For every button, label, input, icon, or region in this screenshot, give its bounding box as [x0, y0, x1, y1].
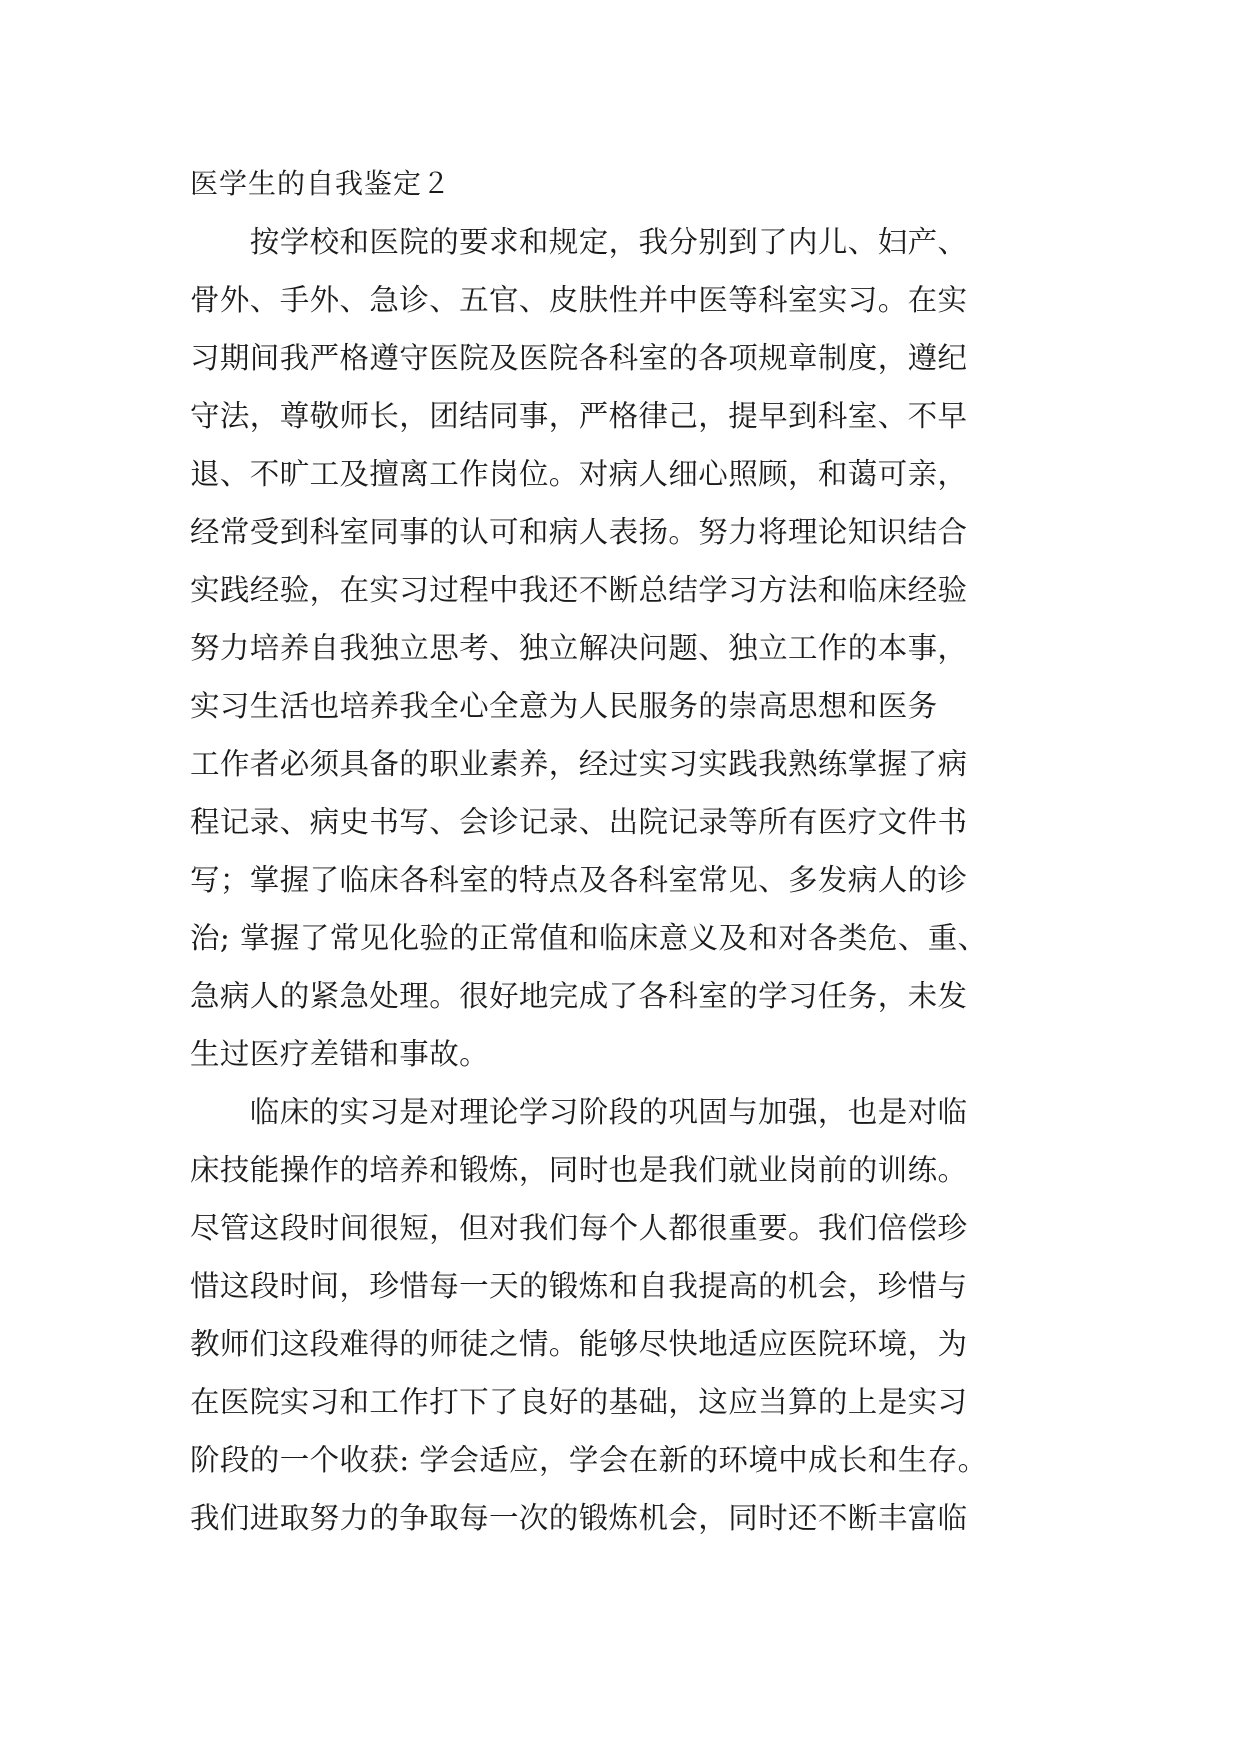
text-line: 工作者必须具备的职业素养，经过实习实践我熟练掌握了病 [190, 747, 968, 781]
text-line: 治; 掌握了常见化验的正常值和临床意义及和对各类危、重、 [190, 921, 988, 955]
text-line: 急病人的紧急处理。很好地完成了各科室的学习任务，未发 [190, 979, 968, 1013]
text-line: 教师们这段难得的师徒之情。能够尽快地适应医院环境，为 [190, 1327, 968, 1361]
text-line: 按学校和医院的要求和规定，我分别到了内儿、妇产、 [190, 225, 968, 259]
text-line: 临床的实习是对理论学习阶段的巩固与加强，也是对临 [190, 1095, 968, 1129]
text-line: 实习生活也培养我全心全意为人民服务的崇高思想和医务 [190, 689, 938, 723]
text-line: 努力培养自我独立思考、独立解决问题、独立工作的本事， [190, 631, 968, 665]
text-line: 写；掌握了临床各科室的特点及各科室常见、多发病人的诊 [190, 863, 968, 897]
text-line: 退、不旷工及擅离工作岗位。对病人细心照顾，和蔼可亲， [190, 457, 968, 491]
text-line: 惜这段时间，珍惜每一天的锻炼和自我提高的机会，珍惜与 [190, 1269, 968, 1303]
text-line: 在医院实习和工作打下了良好的基础，这应当算的上是实习 [190, 1385, 968, 1419]
text-line: 习期间我严格遵守医院及医院各科室的各项规章制度，遵纪 [190, 341, 968, 375]
text-line: 床技能操作的培养和锻炼，同时也是我们就业岗前的训练。 [190, 1153, 968, 1187]
text-line: 生过医疗差错和事故。 [190, 1037, 490, 1071]
text-line: 经常受到科室同事的认可和病人表扬。努力将理论知识结合 [190, 515, 968, 549]
text-line: 骨外、手外、急诊、五官、皮肤性并中医等科室实习。在实 [190, 283, 968, 317]
text-line: 我们进取努力的争取每一次的锻炼机会，同时还不断丰富临 [190, 1501, 968, 1535]
text-line: 程记录、病史书写、会诊记录、出院记录等所有医疗文件书 [190, 805, 968, 839]
text-line: 守法，尊敬师长，团结同事，严格律己，提早到科室、不早 [190, 399, 968, 433]
text-line: 尽管这段时间很短，但对我们每个人都很重要。我们倍偿珍 [190, 1211, 968, 1245]
text-line: 实践经验，在实习过程中我还不断总结学习方法和临床经验 [190, 573, 968, 607]
document-title: 医学生的自我鉴定２ [190, 167, 452, 200]
text-line: 阶段的一个收获: 学会适应，学会在新的环境中成长和生存。 [190, 1443, 988, 1477]
